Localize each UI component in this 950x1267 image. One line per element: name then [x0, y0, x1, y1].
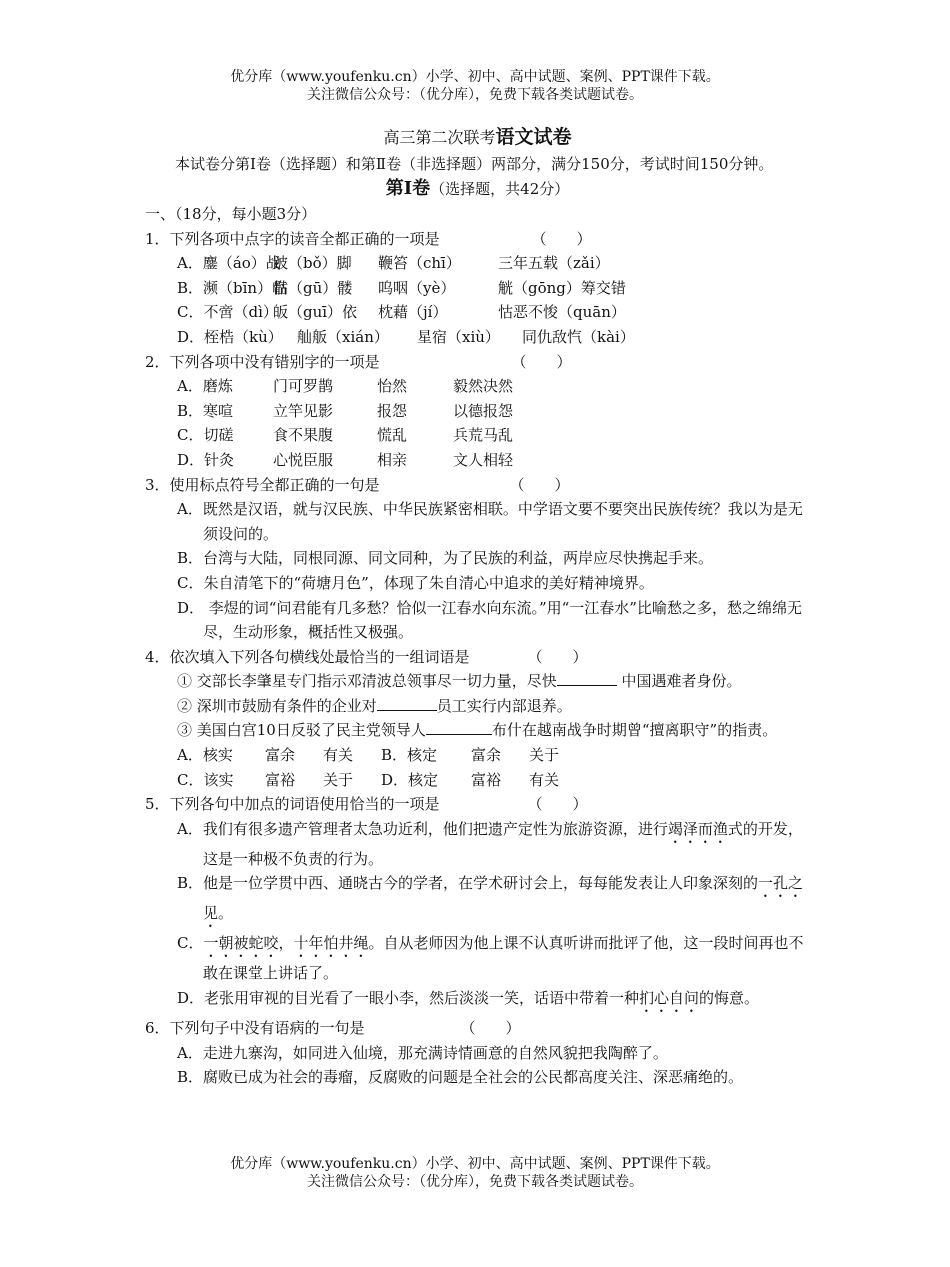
q2-d-3: 相亲	[377, 450, 408, 469]
section-1-name: 第Ⅰ卷	[385, 178, 431, 199]
q2-d-1: D．针灸	[177, 450, 235, 469]
q5-c-text-1: C．	[177, 934, 204, 953]
q3-answer-paren: （ ）	[509, 475, 570, 494]
q2-stem: 2．下列各项中没有错别字的一项是	[145, 352, 380, 371]
q4-s3-after: 布什在越南战争时期曾“擅离职守”的指责。	[491, 721, 778, 740]
q4-s1-after: 中国遇难者身份。	[616, 672, 742, 691]
q1-option-d	[145, 325, 810, 350]
q5-option-d	[145, 986, 810, 1016]
q1-b-1: B．濒（bīn）临	[177, 278, 288, 297]
q1-answer-paren: （ ）	[531, 229, 592, 248]
q5-a-text-2: 式的开发，这是一种极不负责的行为。	[203, 819, 803, 868]
q4-c-2: 富裕	[265, 770, 296, 789]
q2-c-4: 兵荒马乱	[453, 426, 514, 445]
q1-option-a	[145, 251, 810, 276]
q3-option-a: A．既然是汉语，就与汉民族、中华民族紧密相联。中学语文要不要突出民族传统？我以为是无须设问的。	[177, 500, 803, 543]
q2-c-3: 慌乱	[377, 426, 408, 445]
question-3	[145, 473, 810, 498]
q4-s3-before: ③ 美国白宫10日反驳了民主党领导人	[177, 721, 426, 740]
question-1	[145, 227, 810, 252]
q1-a-4: 三年五载（zǎi）	[498, 254, 610, 273]
q4-b-2: 富余	[471, 746, 502, 765]
q1-stem: 1．下列各项中点字的读音全都正确的一项是	[145, 229, 440, 248]
q4-d-3: 有关	[529, 770, 560, 789]
q6-stem: 6．下列句子中没有语病的一句是	[145, 1019, 365, 1038]
exam-title	[145, 125, 810, 150]
title-main: 语文试卷	[495, 126, 572, 148]
q5-a-text-1: A．我们有很多遗产管理者太急功近利，他们把遗产定性为旅游资源，进行	[177, 819, 668, 838]
q4-answer-paren: （ ）	[527, 647, 588, 666]
q5-c-text-2: 。自从老师因为他上课不认真听讲而批评了他，这一段时间再也不敢在课堂上讲话了。	[203, 934, 804, 983]
q1-b-3: 呜咽（yè）	[378, 278, 456, 297]
q2-a-4: 毅然决然	[453, 377, 514, 396]
q1-d-4: 同仇敌忾（kài）	[522, 327, 635, 346]
q2-c-2: 食不果腹	[273, 426, 334, 445]
q1-option-b	[145, 276, 810, 301]
q2-d-2: 心悦臣服	[273, 450, 334, 469]
section-1-heading	[145, 176, 810, 202]
q4-b-1: B．核定	[381, 746, 438, 765]
q2-option-a	[145, 374, 810, 399]
q1-a-1: A．鏖（áo）战	[177, 254, 281, 273]
question-5	[145, 792, 810, 817]
page-header	[0, 68, 950, 104]
exam-intro: 本试卷分第Ⅰ卷（选择题）和第Ⅱ卷（非选择题）两部分，满分150分，考试时间150分钟。	[175, 155, 774, 173]
q2-c-1: C．切磋	[177, 426, 234, 445]
q5-option-c	[145, 931, 810, 986]
q5-b-text-2: 。	[218, 904, 234, 923]
header-line-1: 优分库（www.youfenku.cn）小学、初中、高中试题、案例、PPT课件下载。	[230, 69, 720, 85]
q3-stem: 3．使用标点符号全都正确的一句是	[145, 475, 380, 494]
q5-stem: 5．下列各句中加点的词语使用恰当的一项是	[145, 795, 440, 814]
q4-blank-1	[557, 671, 617, 686]
q4-a-2: 富余	[265, 746, 296, 765]
q2-a-2: 门可罗鹊	[273, 377, 334, 396]
title-prefix: 高三第二次联考	[383, 128, 496, 147]
q5-d-text-1: D．老张用审视的目光看了一眼小李，然后淡淡一笑，话语中带着一种	[177, 989, 640, 1008]
q1-a-2: 跛（bǒ）脚	[273, 254, 352, 273]
q3-option-c: C．朱自清笔下的“荷塘月色”，体现了朱自清心中追求的美好精神境界。	[177, 573, 654, 592]
q1-c-4: 怙恶不悛（quān）	[498, 303, 626, 322]
q5-c-emphasis: 一朝被蛇咬，十年怕井绳	[203, 934, 369, 953]
q4-options-cd	[145, 768, 810, 793]
q2-d-4: 文人相轻	[453, 450, 514, 469]
q2-b-1: B．寒喧	[177, 401, 234, 420]
q2-option-c	[145, 423, 810, 448]
q2-option-b	[145, 399, 810, 424]
q5-answer-paren: （ ）	[527, 795, 588, 814]
q4-d-2: 富裕	[471, 770, 502, 789]
question-6	[145, 1016, 810, 1041]
footer-line-1: 优分库（www.youfenku.cn）小学、初中、高中试题、案例、PPT课件下载。	[230, 1156, 720, 1172]
q5-d-text-2: 的悔意。	[699, 989, 760, 1008]
q4-c-1: C．该实	[177, 770, 234, 789]
question-2	[145, 350, 810, 375]
question-4	[145, 645, 810, 670]
q1-b-4: 觥（gōng）筹交错	[498, 278, 626, 297]
page-footer	[0, 1155, 950, 1191]
q4-d-1: D．核定	[381, 770, 439, 789]
q5-b-emphasis: 一孔之见	[203, 874, 804, 923]
q6-answer-paren: （ ）	[460, 1019, 521, 1038]
q2-option-d	[145, 448, 810, 473]
q3-option-d: D． 李煜的词“问君能有几多愁？恰似一江春水向东流。”用“一江春水”比喻愁之多，愁之绵绵无尽，生动形象，概括性又极强。	[177, 598, 802, 642]
q1-c-2: 皈（guī）依	[273, 303, 358, 322]
q2-b-2: 立竿见影	[273, 401, 334, 420]
q1-b-2: 骷（gū）髅	[273, 278, 353, 297]
q4-blank-3	[426, 720, 492, 735]
q1-d-1: D．桎梏（kù）	[177, 327, 283, 346]
q4-b-3: 关于	[529, 746, 560, 765]
q4-c-3: 关于	[323, 770, 354, 789]
q1-c-1: C．不啻（dì）	[177, 303, 278, 322]
q4-a-3: 有关	[323, 746, 354, 765]
section-1-note: （选择题，共42分）	[430, 180, 570, 198]
q5-option-a	[145, 817, 810, 872]
q5-b-text-1: B．他是一位学贯中西、通晓古今的学者，在学术研讨会上，每每能发表让人印象深刻的	[177, 874, 759, 893]
footer-line-2: 关注微信公众号：（优分库），免费下载各类试题试卷。	[307, 1174, 643, 1190]
q1-c-3: 枕藉（jí）	[378, 303, 448, 322]
q4-a-1: A．核实	[177, 746, 233, 765]
q6-option-b: B．腐败已成为社会的毒瘤，反腐败的问题是全社会的公民都高度关注、深恶痛绝的。	[177, 1068, 744, 1087]
q4-options-ab	[145, 743, 810, 768]
q1-d-3: 星宿（xiù）	[417, 327, 500, 346]
q4-sentence-2	[145, 694, 810, 719]
q4-s1-before: ① 交部长李肇星专门指示邓清波总领事尽一切力量，尽快	[177, 672, 557, 691]
q4-blank-2	[377, 696, 437, 711]
exam-body	[145, 125, 810, 1090]
q4-stem: 4．依次填入下列各句横线处最恰当的一组词语是	[145, 647, 470, 666]
q2-a-3: 怡然	[377, 377, 408, 396]
q5-d-emphasis: 扪心自问	[639, 989, 700, 1008]
q6-option-a: A．走进九寨沟，如同进入仙境，那充满诗情画意的自然风貌把我陶醉了。	[177, 1043, 668, 1062]
q5-a-emphasis: 竭泽而渔	[667, 819, 728, 838]
q1-d-2: 舢舨（xián）	[297, 327, 389, 346]
q2-b-3: 报怨	[377, 401, 408, 420]
part-1-heading: 一、（18分，每小题3分）	[145, 205, 317, 223]
q2-b-4: 以德报怨	[453, 401, 514, 420]
q1-option-c	[145, 300, 810, 325]
q4-sentence-3	[145, 718, 810, 743]
q3-option-b: B．台湾与大陆，同根同源、同文同种，为了民族的利益，两岸应尽快携起手来。	[177, 549, 714, 568]
q4-s2-after: 员工实行内部退养。	[436, 696, 572, 715]
q4-sentence-1	[145, 669, 810, 694]
q5-option-b	[145, 871, 810, 931]
q2-a-1: A．磨炼	[177, 377, 233, 396]
q2-answer-paren: （ ）	[511, 352, 572, 371]
q4-s2-before: ② 深圳市鼓励有条件的企业对	[177, 696, 377, 715]
q1-a-3: 鞭笞（chī）	[378, 254, 461, 273]
header-line-2: 关注微信公众号：（优分库），免费下载各类试题试卷。	[307, 87, 643, 103]
